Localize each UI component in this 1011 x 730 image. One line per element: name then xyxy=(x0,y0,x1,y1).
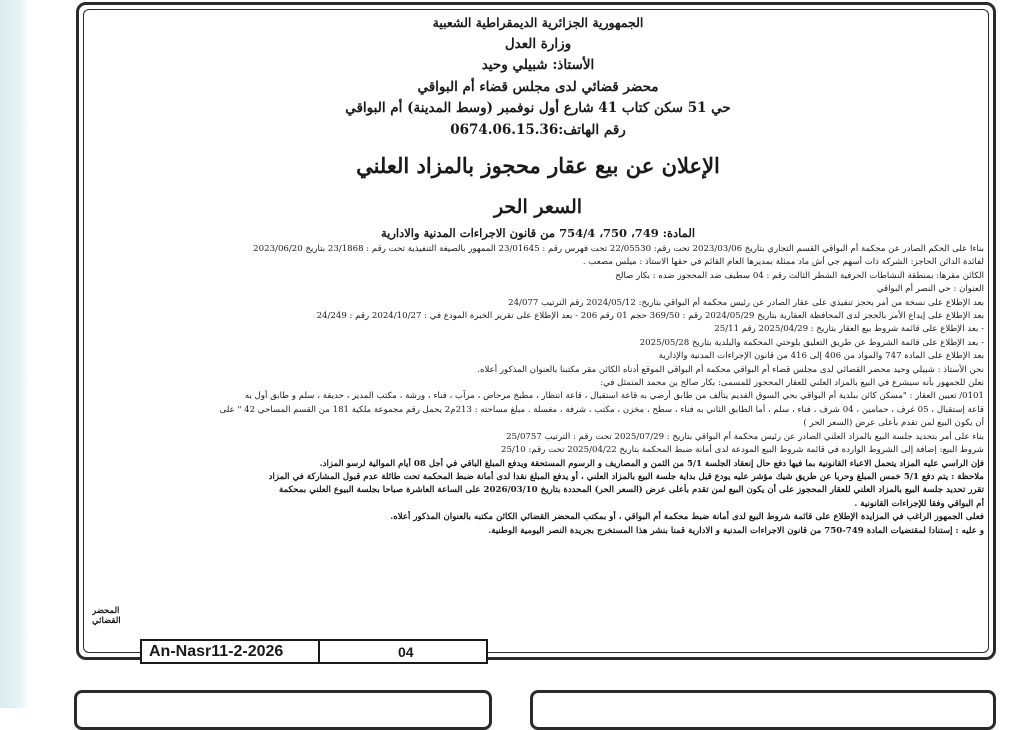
page-number: 04 xyxy=(398,644,414,660)
body-line: بناءا على الحكم الصادر عن محكمة أم البواقي القسم التجاري بتاريخ 2023/03/06 تحت رقم: 22/05530 تحت فهرس رقم : 23/01645 الممهور بالصيغة التنفيذية تحت رقم : 23/1868 بتاريخ 2023/06/20 xyxy=(253,244,984,254)
body-line: أن يكون البيع لمن تقدم بأعلى عرض (السعر الحر ) xyxy=(803,418,984,429)
footer-divider xyxy=(318,641,320,662)
next-notice-frame-right xyxy=(530,690,996,730)
article-reference: المادة: 749، 750، 754/4 من قانون الاجراءات المدنية والادارية xyxy=(380,226,696,240)
body-line: نعلن للجمهور بأنه سيشرع في البيع بالمزاد العلني للعقار المحجوز للمسمى: بكار صالح بن محمد المتمثل في: xyxy=(600,378,984,389)
property-description-line: 0101/ تعيين العقار : "مسكن كائن ببلدية أم البواقي بحي السوق القديم يتألف من طابق أرضي به قاعة استقبال ، قاعة انتظار ، مطبخ مرحاض ، مرآب ، فناء ، ورشة ، مكتب المدير ، حديقة ، سلم و طابق أول به xyxy=(244,391,984,402)
bailiff-signature: المحضر القضائي xyxy=(92,606,121,626)
body-line: و عليه : إستنادا لمقتضيات المادة 749-750 من قانون الاجراءات المدنية و الادارية قمنا بنشر هذا المستخرج بجريدة النصر اليومية الوطنية. xyxy=(488,525,984,536)
office-address: حي 51 سكن كتاب 41 شارع أول نوفمبر (وسط المدينة) أم البواقي xyxy=(345,100,731,116)
body-line: فإن الراسي عليه المزاد يتحمل الاعباء القانونية بما فيها دفع حال إنعقاد الجلسة 5/1 من الثمن و المصاريف و الرسوم المستحقة ويدفع المبلغ الباقي في أجل 08 أيام الموالية لرسو المزاد. xyxy=(319,458,984,469)
body-line: ملاحظة : يتم دفع 5/1 خمس المبلغ وحربا عن طريق شيك مؤشر عليه يودع قبل بداية جلسة البيع بالمزاد العلني ، أو يدفع المبلغ نقدا لدى أمانة ضبط المحكمة تحت طائلة عدم قبول المشاركة في المزاد xyxy=(268,471,984,482)
body-line: نحن الأستاذ : شبيلي وحيد محضر القضائي لدى مجلس قضاء أم البواقي محكمة أم البواقي الموقع أدناه الكائن مقر مكتبنا بالعنوان المذكور أعلاه. xyxy=(477,364,984,375)
notice-body xyxy=(92,243,984,538)
scan-edge-strip xyxy=(0,0,30,708)
body-line: لفائدة الدائن الحاجز: الشركة ذات أسهم جي أش ماد ممثلة بمديرها العام القائم في حقها الاستاذ : ميلس مصعب . xyxy=(582,257,984,268)
body-line: بعد الإطلاع على المادة 747 والمواد من 406 إلى 416 من قانون الإجراءات المدنية والإدارية xyxy=(658,351,984,362)
body-line: العنوان : حي النصر أم البواقي xyxy=(876,284,984,295)
body-line: الكائن مقرها: بمنطقة النشاطات الحرفية الشطر الثالث رقم : 04 سطيف ضد المحجوز ضده : بكار صالح xyxy=(615,270,984,281)
phone-number: رقم الهاتف:0674.06.15.36 xyxy=(450,121,626,138)
body-line: أم البواقي وفقا للإجراءات القانونية . xyxy=(854,498,984,509)
body-line: شروط البيع: إضافة إلى الشروط الواردة في قائمة شروط البيع المودعة لدى أمانة ضبط المحكمة بتاريخ 2025/04/22 تحت رقم: 25/10 xyxy=(501,445,984,456)
body-line: - بعد الإطلاع على قائمة شروط بيع العقار بتاريخ : 2025/04/29 رقم 25/11 xyxy=(714,324,984,335)
body-line: فعلى الجمهور الراغب في المزايدة الإطلاع على قائمة شروط البيع لدى أمانة ضبط محكمة أم البواقي ، أو بمكتب المحضر القضائي الكائن مكتبه بالعنوان المذكور أعلاه. xyxy=(390,512,984,523)
next-notice-frame-left xyxy=(74,690,492,730)
body-line: تقرر تحديد جلسة البيع بالمزاد العلني للعقار المحجوز على أن يكون البيع لمن تقدم بأعلى عرض (السعر الحر) المحددة بتاريخ 2026/03/10 على الساعة العاشرة صباحا بجلسة البيوع العلني بمحكمة xyxy=(278,485,984,496)
bailiff-role: محضر قضائي لدى مجلس قضاء أم البواقي xyxy=(417,78,659,95)
notice-subtitle: السعر الحر xyxy=(493,196,583,218)
publication-footer xyxy=(140,639,488,664)
property-description-line: قاعة إستقبال ، 05 غرف ، حمامين ، 04 شرف ، فناء ، سلم ، أما الطابق الثاني به فناء ، سطح ، مخزن ، مكتب ، شرفة ، مغسلة . مبلغ مساحته : 213م2 يحمل رقم مجموعة ملكية 181 من القسم المساحي 42 " على xyxy=(219,404,984,415)
legal-notice xyxy=(92,12,984,642)
body-line: بناء على أمر بتحديد جلسة البيع بالمزاد العلني الصادر عن رئيس محكمة أم البواقي بتاريخ : 2025/07/29 تحت رقم : الترتيب 25/0757 xyxy=(506,431,984,442)
notice-title: الإعلان عن بيع عقار محجوز بالمزاد العلني xyxy=(356,153,720,178)
publication-date: An-Nasr11-2-2026 xyxy=(149,643,284,660)
republic-heading: الجمهورية الجزائرية الديمقراطية الشعبية xyxy=(432,15,644,30)
body-line: - بعد الإطلاع على قائمة الشروط عن طريق التعليق بلوحتي المحكمة والبلدية بتاريخ 2025/05/28 xyxy=(639,337,984,348)
body-line: بعد الإطلاع على نسخة من أمر بحجز تنفيذي على عقار الصادر عن رئيس محكمة أم البواقي بتاريخ: 2024/05/12 رقم الترتيب 24/077 xyxy=(508,297,984,308)
bailiff-name: الأستاذ: شبيلي وحيد xyxy=(481,57,595,73)
ministry-heading: وزارة العدل xyxy=(504,35,572,52)
body-line: بعد الإطلاع على إيداع الأمر بالحجز لدى المحافظة العقارية بتاريخ 2024/05/29 رقم : 369/50 حجم 01 رقم 206 - بعد الإطلاع على تقرير الخبرة المودع في : 2024/10/27 رقم : 24/249 xyxy=(316,311,984,322)
